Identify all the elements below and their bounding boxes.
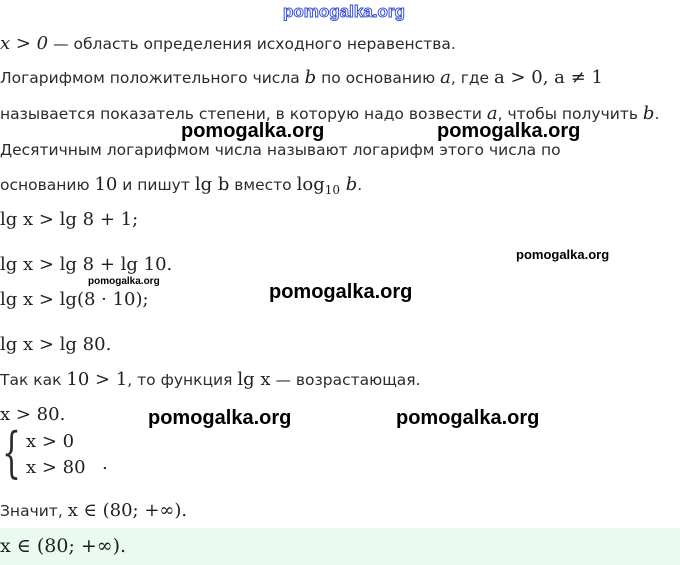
math-10: 10: [94, 174, 118, 195]
domain-line: [0, 33, 456, 55]
math-b: b: [304, 67, 317, 88]
equation-step-4: lg x > lg 80.: [0, 334, 112, 355]
math-log: log: [296, 174, 325, 195]
equation-step-5: x > 80.: [0, 404, 66, 425]
domain-text: — область определения исходного неравенства.: [48, 35, 456, 53]
text: и пишут: [117, 176, 195, 194]
equation-step-1: lg x > lg 8 + 1;: [0, 209, 139, 230]
equation-step-2: lg x > lg 8 + lg 10.: [0, 254, 173, 275]
monotonic-line: [0, 369, 421, 391]
answer-text: x ∈ (80; +∞).: [0, 535, 127, 557]
definition-line-1: [0, 67, 603, 89]
watermark: pomogalka.org: [396, 407, 540, 429]
math-log-base: 10: [324, 183, 341, 197]
math-a: a: [486, 103, 498, 124]
watermark: pomogalka.org: [437, 120, 581, 142]
watermark: pomogalka.org: [269, 281, 413, 303]
text: основанию: [0, 176, 95, 194]
system-line-2: x > 80: [26, 457, 86, 478]
watermark: pomogalka.org: [181, 120, 325, 142]
system-brace: {: [2, 421, 21, 484]
system-dot: .: [102, 453, 108, 474]
text: , чтобы получить: [497, 105, 643, 123]
math-a: a: [440, 67, 451, 88]
text: Значит,: [0, 502, 68, 520]
text: называется показатель степени, в которую надо возвести: [0, 105, 487, 123]
math-b: b: [340, 174, 358, 195]
text: по основанию: [316, 69, 441, 87]
math-lg-x: lg x: [237, 369, 271, 390]
math-x-gt-0: x > 0: [0, 33, 49, 54]
decimal-log-line-1: Десятичным логарифмом числа называют логарифм этого числа по: [0, 141, 561, 159]
text: Логарифмом положительного числа: [0, 69, 305, 87]
equation-step-3: lg x > lg(8 · 10);: [0, 289, 149, 310]
system-line-1: x > 0: [26, 431, 75, 452]
watermark: pomogalka.org: [516, 247, 610, 262]
math-10-gt-1: 10 > 1: [66, 369, 128, 390]
math-condition: a > 0, a ≠ 1: [494, 67, 603, 88]
answer-box: [0, 528, 680, 565]
text: , то функция: [127, 371, 238, 389]
math-lg-b: lg b: [194, 174, 230, 195]
watermark: pomogalka.org: [88, 276, 160, 287]
math-interval: x ∈ (80; +∞).: [67, 500, 188, 521]
watermark: pomogalka.org: [148, 407, 292, 429]
text: , где: [450, 69, 495, 87]
text: — возрастающая.: [270, 371, 421, 389]
text: .: [654, 105, 660, 123]
text: .: [357, 176, 363, 194]
decimal-log-line-2: [0, 174, 362, 201]
watermark-top: pomogalka.org: [283, 2, 405, 21]
text: Так как: [0, 371, 67, 389]
text: вместо: [229, 176, 297, 194]
math-b: b: [642, 103, 655, 124]
conclusion-line: [0, 500, 187, 522]
